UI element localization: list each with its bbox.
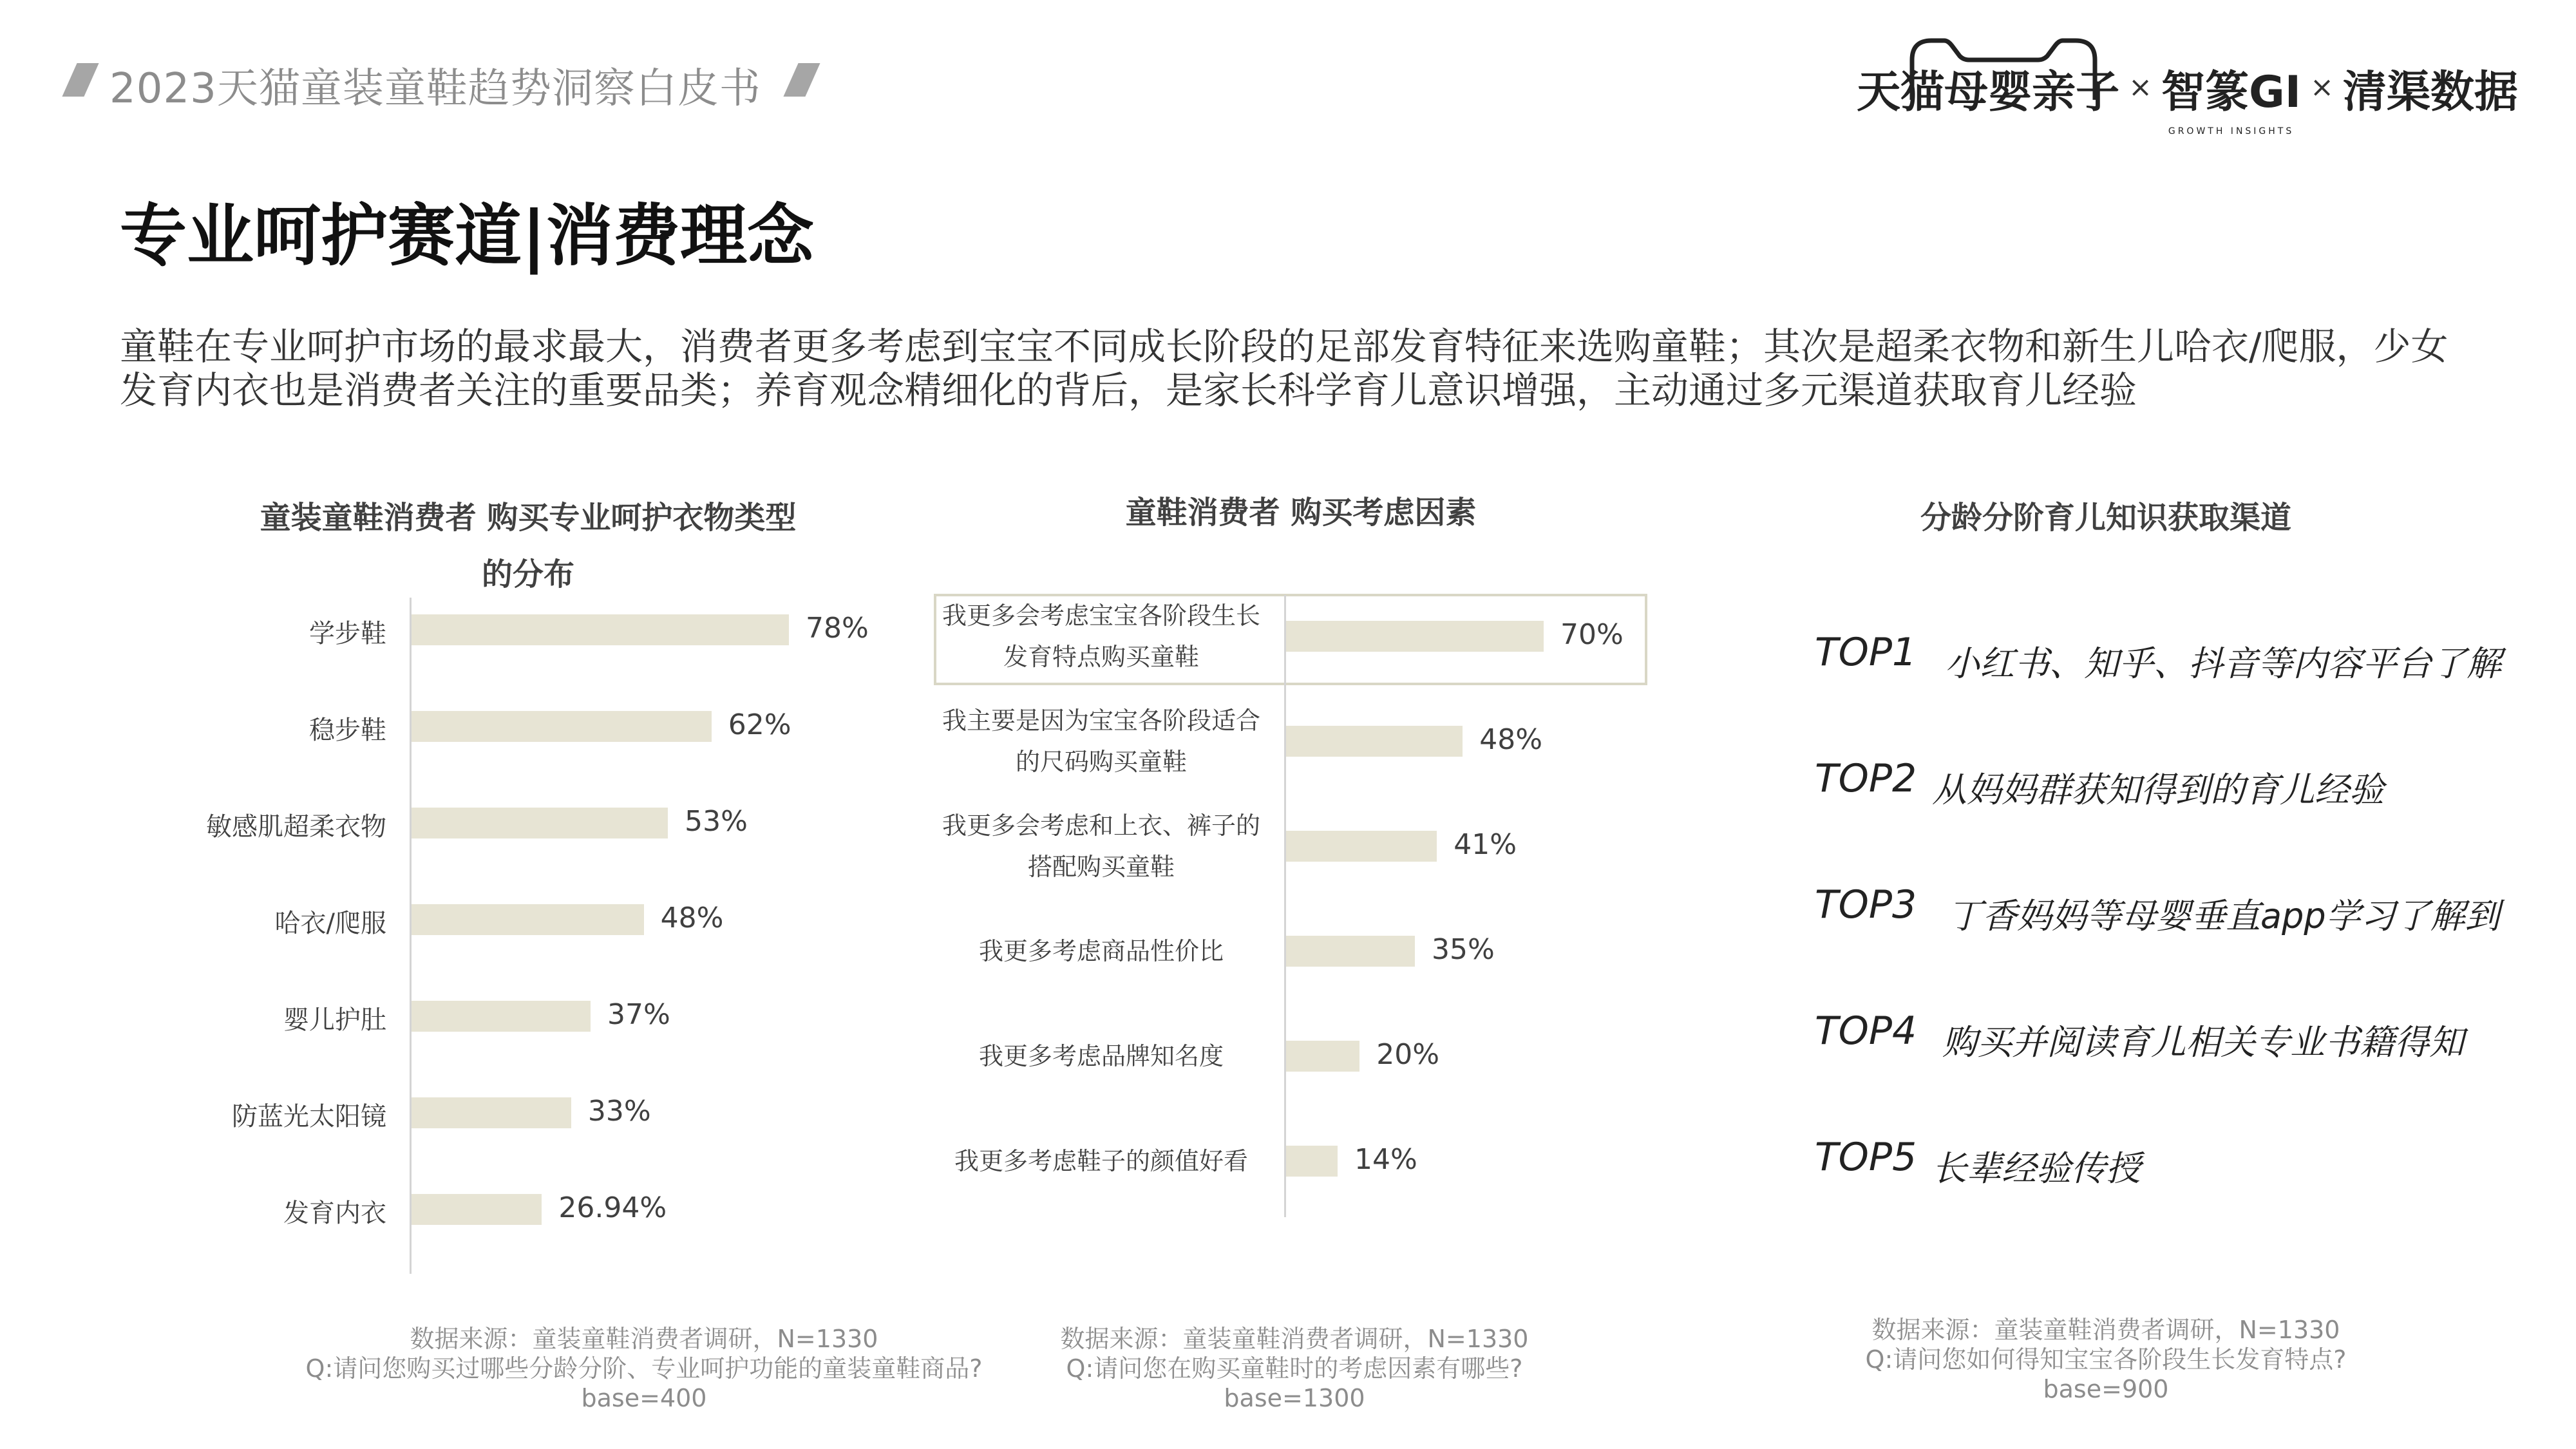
ranking-rank-label: TOP4: [1815, 1009, 1917, 1054]
logo-separator: ×: [2128, 70, 2152, 104]
chart2-value-label: 48%: [1479, 723, 1543, 756]
ranking-item-text: 丁香妈妈等母婴垂直app学习了解到: [1947, 896, 2500, 936]
chart1-value-label: 53%: [685, 805, 748, 838]
chart1-title-line1: 童装童鞋消费者 购买专业呵护衣物类型: [260, 500, 797, 536]
ranking-rank-label: TOP3: [1815, 882, 1917, 927]
chart1-value-label: 37%: [607, 998, 670, 1031]
ranking-item-text: 长辈经验传授: [1932, 1148, 2141, 1189]
chart1-title: [219, 489, 837, 603]
header-slash-left: [62, 63, 99, 97]
ranking-item-text: 小红书、知乎、抖音等内容平台了解: [1945, 643, 2501, 684]
chart2-category-line: 我更多会考虑宝宝各阶段生长: [942, 601, 1260, 630]
chart1-category-label: 防蓝光太阳镜: [232, 1102, 386, 1132]
tmall-cat-icon: [1907, 33, 2100, 104]
chart1-value-label: 26.94%: [558, 1191, 667, 1224]
chart2-category-label: [940, 805, 1262, 887]
chart1-note-question: Q:请问您购买过哪些分龄分阶、专业呵护功能的童装童鞋商品?: [305, 1354, 983, 1383]
chart1-bar: [412, 808, 668, 838]
ranking-rank-label: TOP2: [1815, 756, 1917, 801]
chart1-category-label: 发育内衣: [283, 1198, 386, 1228]
chart2-value-label: 20%: [1376, 1038, 1440, 1071]
chart1-axis: [410, 598, 412, 1274]
chart2-category-label: [940, 931, 1262, 972]
chart2-bar: [1286, 621, 1544, 652]
chart2-value-label: 41%: [1454, 828, 1517, 861]
gi-logo: [2161, 32, 2302, 137]
gi-logo-subtext: GROWTH INSIGHTS: [2168, 126, 2295, 137]
chart1-category-label: 学步鞋: [309, 619, 386, 649]
chart2-bar: [1286, 936, 1415, 967]
page-title: 专业呵护赛道|消费理念: [120, 196, 814, 275]
tmall-logo-text: 天猫母婴亲子: [1857, 66, 2120, 118]
chart2-bar: [1286, 831, 1437, 862]
ranking-item-text: 从妈妈群获知得到的育儿经验: [1932, 770, 2384, 810]
ranking-note: [1526, 1315, 2576, 1404]
chart2-category-line: 搭配购买童鞋: [1027, 853, 1175, 881]
chart1-value-label: 33%: [587, 1095, 651, 1128]
chart1-bar: [412, 614, 789, 645]
chart2-category-label: [940, 595, 1262, 677]
chart1-category-label: 敏感肌超柔衣物: [206, 812, 386, 842]
ranking-note-source: 数据来源：童装童鞋消费者调研，N=1330: [1871, 1316, 2340, 1344]
chart1-bar: [412, 904, 644, 935]
chart1-category-label: 哈衣/爬服: [274, 909, 386, 938]
qingqu-logo: 清渠数据: [2342, 66, 2518, 118]
logo-separator: ×: [2310, 70, 2334, 104]
ranking-item-text: 购买并阅读育儿相关专业书籍得知: [1942, 1022, 2464, 1063]
chart1-category-label: 稳步鞋: [309, 715, 386, 745]
chart1-bar: [412, 1097, 571, 1128]
chart2-note-base: base=1300: [1224, 1384, 1365, 1412]
chart2-value-label: 70%: [1560, 618, 1624, 651]
ranking-rank-label: TOP1: [1815, 630, 1917, 675]
header-slash-right: [783, 63, 820, 97]
ranking-rank-label: TOP5: [1815, 1135, 1917, 1180]
chart2-value-label: 14%: [1354, 1143, 1417, 1176]
ranking-title: 分龄分阶育儿知识获取渠道: [1920, 500, 2291, 536]
chart1-value-label: 62%: [728, 708, 791, 741]
page-subtitle: 童鞋在专业呵护市场的最求最大，消费者更多考虑到宝宝不同成长阶段的足部发育特征来选购童鞋；其次是超柔衣物和新生儿哈衣/爬服，少女发育内衣也是消费者关注的重要品类；养育观念精细化的背后，是家长科学育儿意识增强，主动通过多元渠道获取育儿经验: [120, 325, 2448, 412]
chart1-note-source: 数据来源：童装童鞋消费者调研，N=1330: [410, 1325, 878, 1353]
chart2-category-line: 我更多会考虑和上衣、裤子的: [942, 811, 1260, 840]
ranking-note-base: base=900: [2043, 1375, 2169, 1403]
gi-logo-text: 智篆GI: [2161, 66, 2302, 118]
chart2-note-question: Q:请问您在购买童鞋时的考虑因素有哪些?: [1066, 1354, 1523, 1383]
chart1-category-label: 婴儿护肚: [283, 1005, 386, 1035]
chart2-category-label: [940, 700, 1262, 782]
chart2-category-line: 我主要是因为宝宝各阶段适合: [942, 706, 1260, 735]
chart2-bar: [1286, 1041, 1359, 1072]
chart2-category-label: [940, 1036, 1262, 1077]
chart2-category-line: 我更多考虑品牌知名度: [978, 1042, 1224, 1070]
chart1-title-line2: 的分布: [481, 556, 574, 592]
chart2-title: 童鞋消费者 购买考虑因素: [1125, 495, 1477, 531]
chart2-category-line: 发育特点购买童鞋: [1003, 643, 1199, 671]
chart1-value-label: 48%: [660, 902, 724, 934]
ranking-note-question: Q:请问您如何得知宝宝各阶段生长发育特点?: [1865, 1345, 2347, 1374]
chart1-note-base: base=400: [581, 1384, 707, 1412]
chart2-category-line: 我更多考虑鞋子的颜值好看: [954, 1147, 1248, 1175]
chart2-note-source: 数据来源：童装童鞋消费者调研，N=1330: [1060, 1325, 1529, 1353]
chart1-value-label: 78%: [806, 612, 869, 645]
logo-bar: [1857, 21, 2518, 137]
chart1-bar: [412, 1001, 591, 1032]
tmall-logo: [1857, 32, 2119, 120]
chart1-bar: [412, 1194, 542, 1225]
chart2-value-label: 35%: [1432, 933, 1495, 966]
chart1-bar: [412, 711, 712, 742]
chart2-category-line: 的尺码购买童鞋: [1015, 748, 1187, 776]
report-title: 2023天猫童装童鞋趋势洞察白皮书: [109, 65, 761, 113]
chart2-category-label: [940, 1141, 1262, 1182]
chart2-category-line: 我更多考虑商品性价比: [978, 937, 1224, 965]
chart2-axis: [1284, 595, 1286, 1217]
chart2-bar: [1286, 1146, 1338, 1177]
chart2-bar: [1286, 726, 1463, 757]
